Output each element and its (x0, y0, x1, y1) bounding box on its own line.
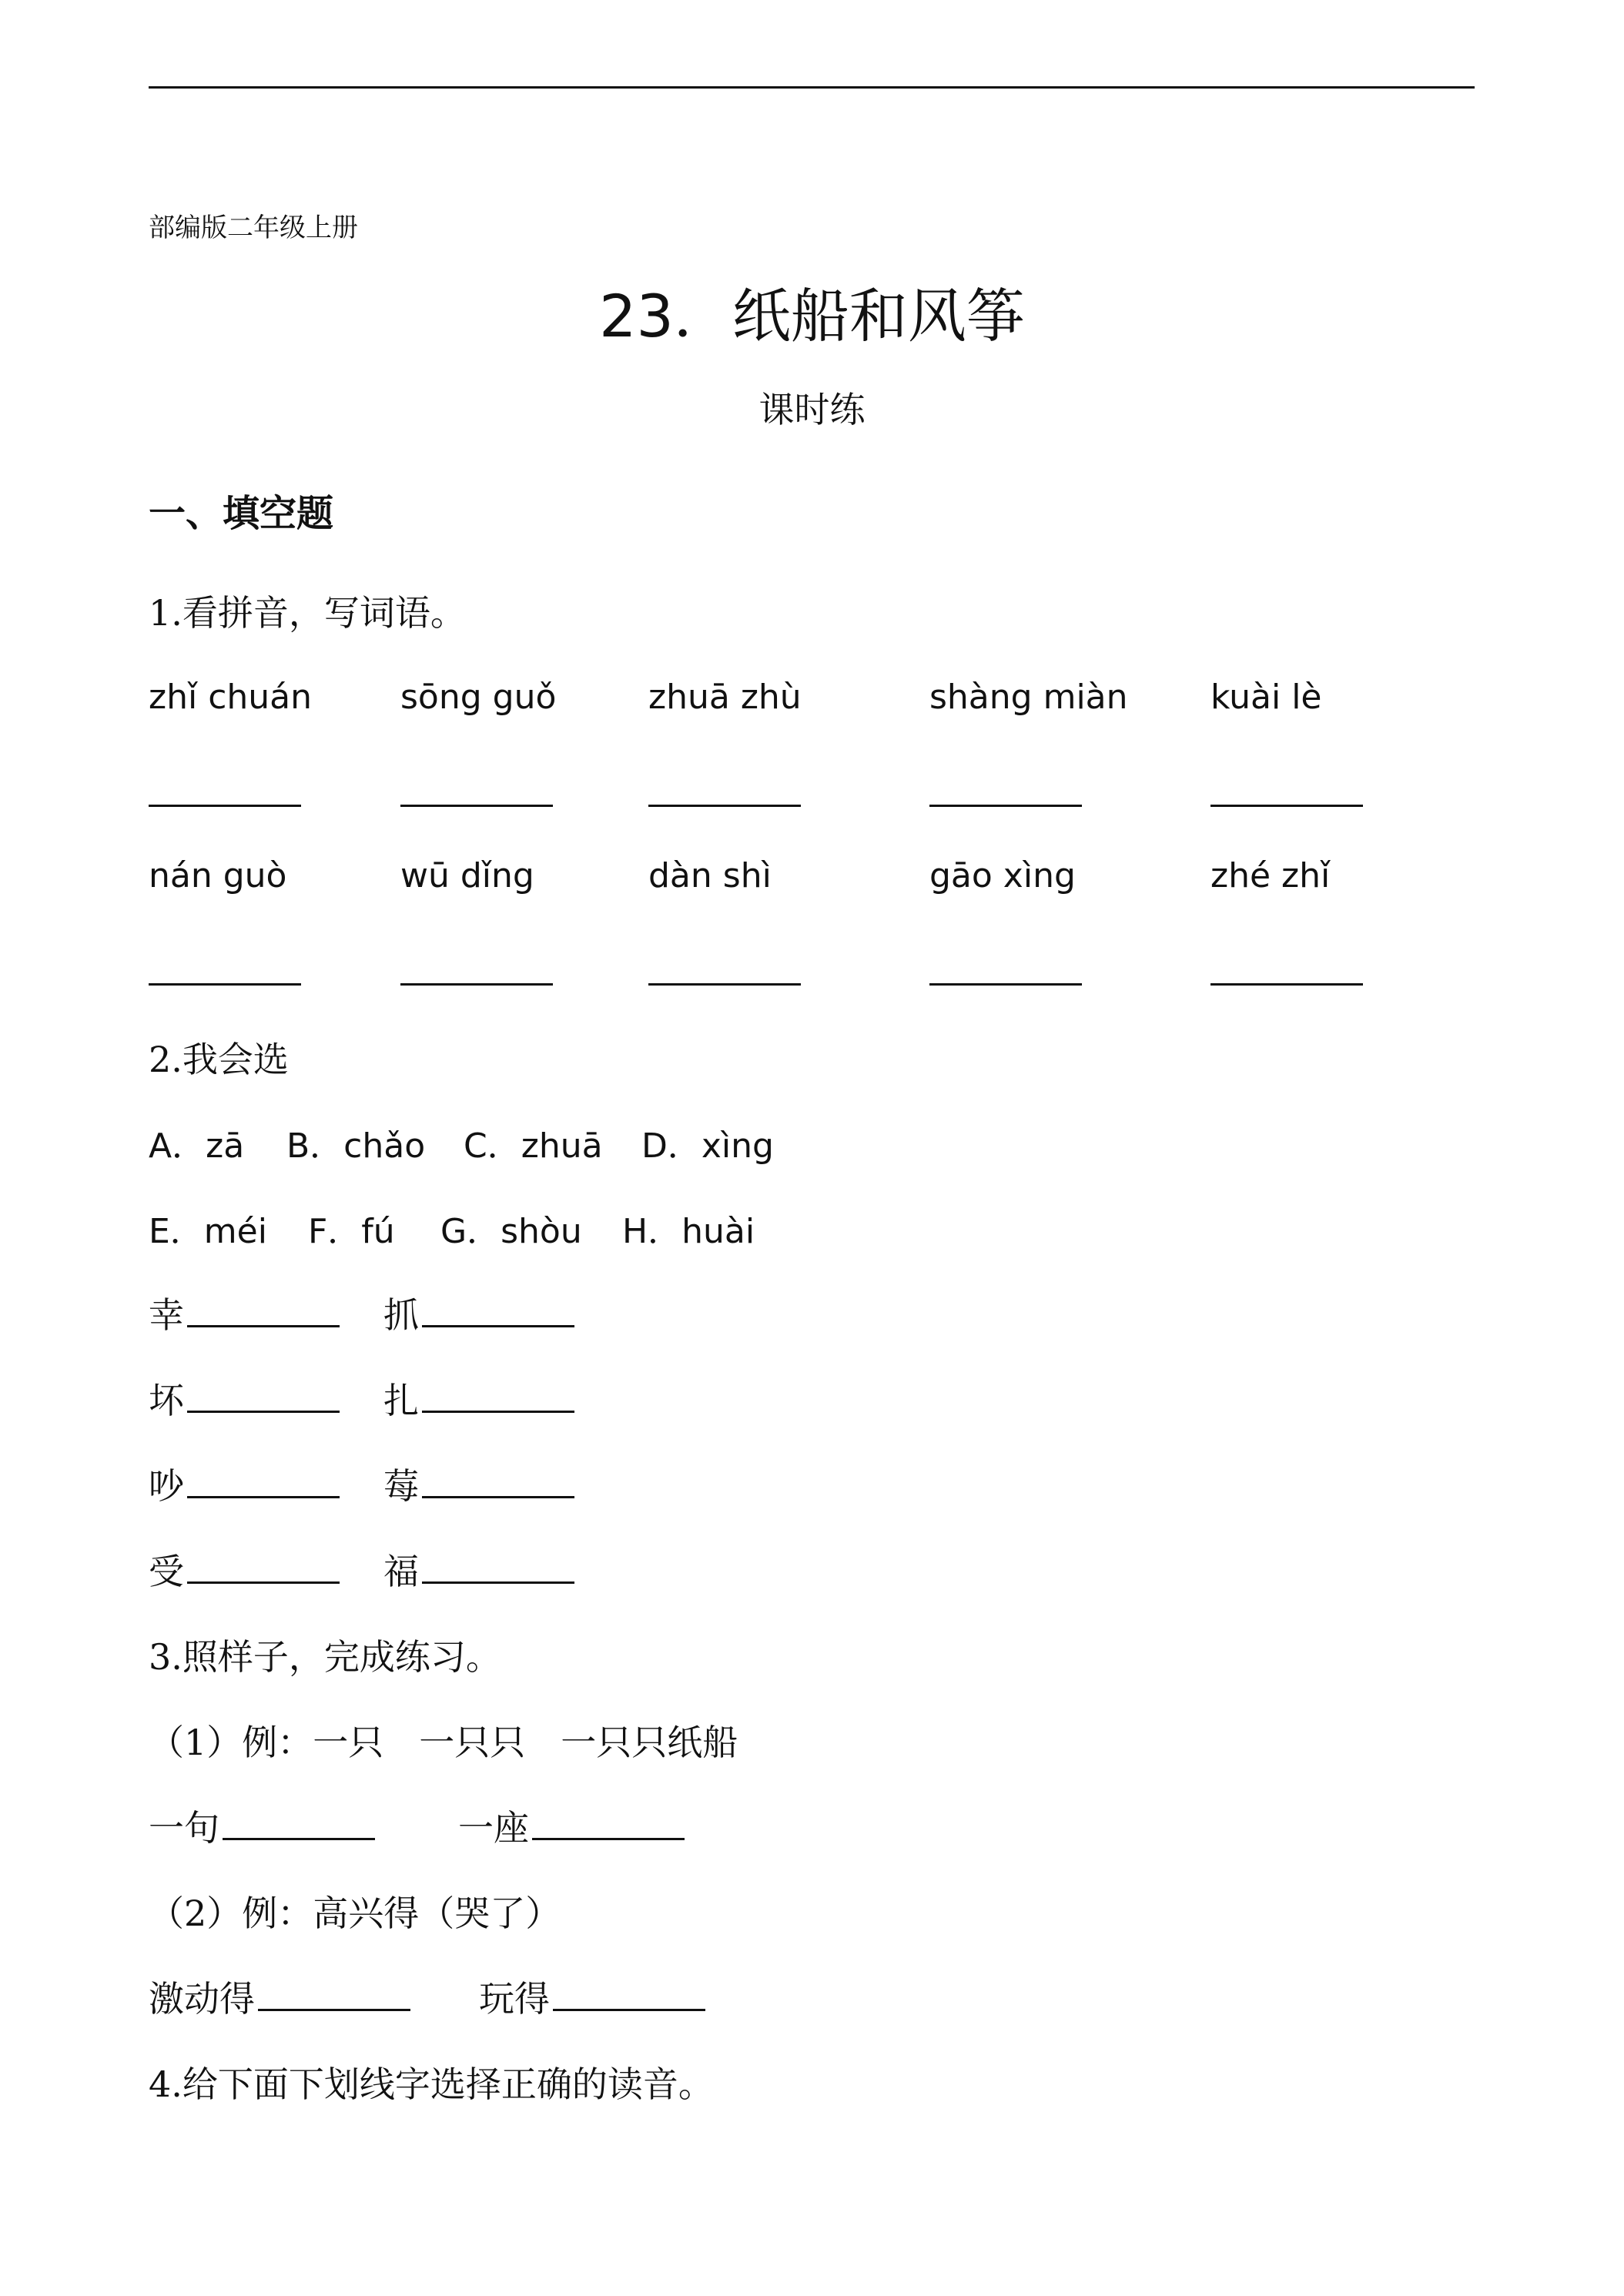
header-rule (149, 86, 1475, 89)
pinyin-item: zhé zhǐ (1210, 856, 1331, 895)
pinyin-item: kuài lè (1210, 678, 1322, 717)
char-fill-item: 扎 (383, 1373, 574, 1424)
option-b: B．chǎo (286, 1126, 426, 1166)
answer-blank[interactable] (422, 1465, 574, 1498)
question-3-prompt: 3.照样子，完成练习。 (149, 1636, 501, 1678)
answer-blank[interactable] (422, 1551, 574, 1584)
pinyin-item: sōng guǒ (400, 678, 557, 717)
section-heading-fill-blank: 一、填空题 (149, 492, 334, 535)
option-g: G．shòu (440, 1212, 582, 1251)
answer-blank[interactable] (149, 805, 301, 807)
answer-blank[interactable] (187, 1465, 340, 1498)
answer-blank[interactable] (422, 1380, 574, 1413)
fill-item: 激动得 (149, 1971, 410, 2022)
char-fill-item: 坏 (149, 1373, 340, 1424)
option-a: A．zā (149, 1126, 245, 1166)
answer-blank[interactable] (187, 1294, 340, 1327)
page-title: 23．纸船和风筝 (599, 282, 1025, 350)
pinyin-item: nán guò (149, 856, 287, 895)
answer-blank[interactable] (648, 805, 801, 807)
pinyin-item: zhǐ chuán (149, 678, 313, 717)
answer-blank[interactable] (532, 1807, 685, 1840)
option-d: D．xìng (641, 1126, 774, 1166)
pinyin-item: zhuā zhù (648, 678, 802, 717)
char-fill-item: 幸 (149, 1287, 340, 1338)
option-c: C．zhuā (464, 1126, 603, 1166)
pinyin-item: gāo xìng (929, 856, 1076, 895)
pinyin-item: wū dǐng (400, 856, 534, 895)
option-e: E．méi (149, 1212, 267, 1251)
answer-blank[interactable] (400, 983, 553, 986)
answer-blank[interactable] (422, 1294, 574, 1327)
char-fill-item: 莓 (383, 1458, 574, 1509)
char-fill-item: 吵 (149, 1458, 340, 1509)
answer-blank[interactable] (1210, 805, 1363, 807)
question-4-prompt: 4.给下面下划线字选择正确的读音。 (149, 2063, 714, 2105)
answer-blank[interactable] (1210, 983, 1363, 986)
char-fill-item: 受 (149, 1544, 340, 1595)
fill-item: 一座 (458, 1800, 685, 1851)
char-fill-item: 抓 (383, 1287, 574, 1338)
answer-blank[interactable] (400, 805, 553, 807)
answer-blank[interactable] (258, 1978, 410, 2011)
char-fill-item: 福 (383, 1544, 574, 1595)
answer-blank[interactable] (223, 1807, 375, 1840)
question-2-prompt: 2.我会选 (149, 1039, 289, 1080)
answer-blank[interactable] (929, 983, 1082, 986)
pinyin-item: shàng miàn (929, 678, 1128, 717)
fill-item: 玩得 (479, 1971, 705, 2022)
answer-blank[interactable] (648, 983, 801, 986)
answer-blank[interactable] (929, 805, 1082, 807)
answer-blank[interactable] (553, 1978, 705, 2011)
option-f: F．fú (308, 1212, 395, 1251)
pinyin-item: dàn shì (648, 856, 772, 895)
answer-blank[interactable] (187, 1380, 340, 1413)
fill-item: 一句 (149, 1800, 375, 1851)
question-1-prompt: 1.看拼音，写词语。 (149, 592, 466, 634)
example-2: （2）例：高兴得（哭了） (149, 1893, 561, 1934)
answer-blank[interactable] (149, 983, 301, 986)
page-subtitle: 课时练 (758, 389, 866, 430)
option-h: H．huài (622, 1212, 755, 1251)
example-1: （1）例：一只 一只只 一只只纸船 (149, 1722, 738, 1763)
answer-blank[interactable] (187, 1551, 340, 1584)
grade-label: 部编版二年级上册 (149, 213, 358, 243)
